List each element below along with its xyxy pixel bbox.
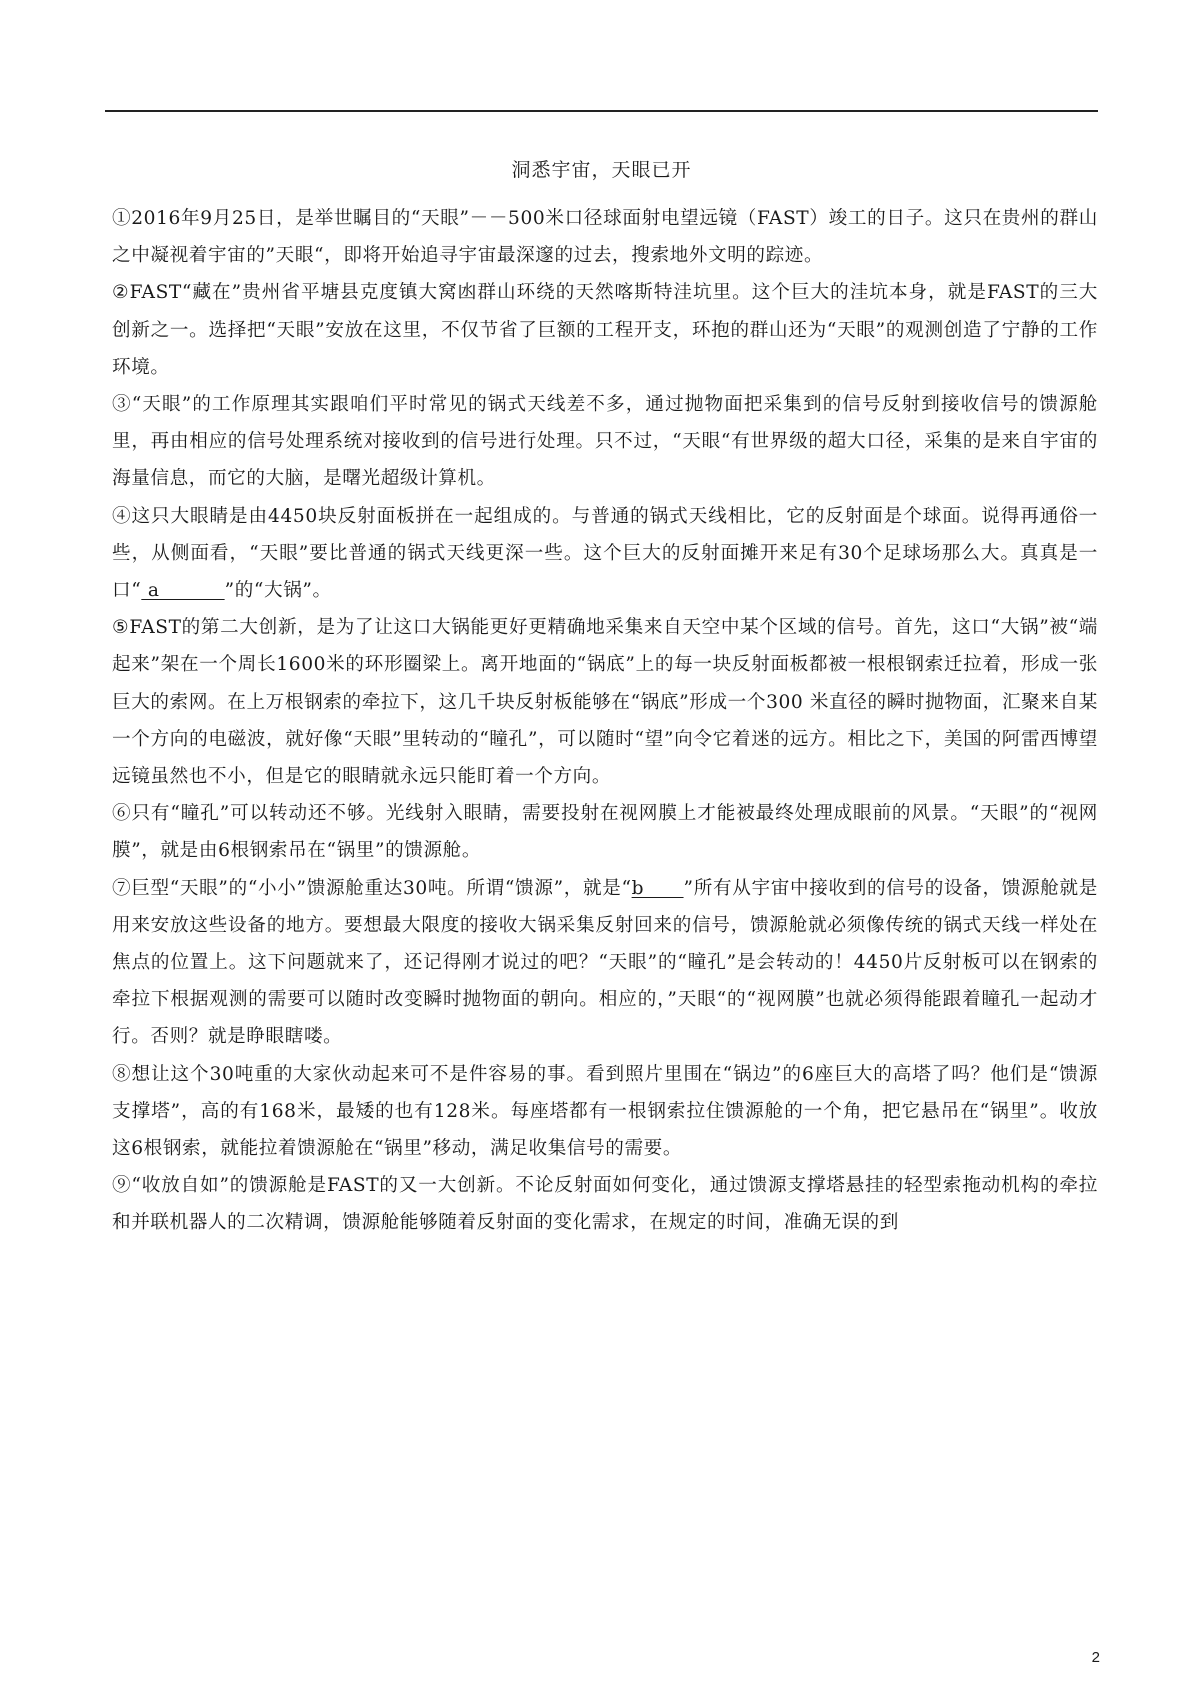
paragraph-1: ①2016年9月25日，是举世瞩目的“天眼”－－500米口径球面射电望远镜（FAST）竣工的日子。这只在贵州的群山之中凝视着宇宙的”天眼“，即将开始追寻宇宙最深邃的过去，搜索地外文明的踪迹。 (112, 208, 1098, 267)
paragraph-9: ⑨“收放自如”的馈源舱是FAST的又一大创新。不论反射面如何变化，通过馈源支撑塔悬挂的轻型索拖动机构的牵拉和并联机器人的二次精调，馈源舱能够随着反射面的变化需求，在规定的时间，准确无误的到 (112, 1175, 1098, 1234)
fill-blank-a: a (141, 580, 225, 602)
page-number: 2 (1091, 1649, 1100, 1666)
paragraph-2: ②FAST“藏在”贵州省平塘县克度镇大窝凼群山环绕的天然喀斯特洼坑里。这个巨大的洼坑本身，就是FAST的三大创新之一。选择把“天眼”安放在这里，不仅节省了巨额的工程开支，环抱的群山还为“天眼”的观测创造了宁静的工作环境。 (112, 282, 1098, 378)
paragraph-4 (112, 498, 1098, 610)
paragraph-7-text-before: ⑦巨型“天眼”的“小小”馈源舱重达30吨。所谓“馈源”，就是“ (112, 877, 632, 899)
fill-blank-b: b (631, 877, 684, 899)
paragraph-5: ⑤FAST的第二大创新，是为了让这口大锅能更好更精确地采集来自天空中某个区域的信号。首先，这口“大锅”被“端起来”架在一个周长1600米的环形圈梁上。离开地面的“锅底”上的每一块反射面板都被一根根钢索迁拉着，形成一张巨大的索网。在上万根钢索的牵拉下，这几千块反射板能够在“锅底”形成一个300 米直径的瞬时抛物面，汇聚来自某一个方向的电磁波，就好像“天眼”里转动的“瞳孔”，可以随时“望”向令它着迷的远方。相比之下，美国的阿雷西博望远镜虽然也不小，但是它的眼睛就永远只能盯着一个方向。 (112, 617, 1098, 788)
paragraph-4-text-after: ”的“大锅”。 (224, 580, 332, 602)
paragraph-7 (112, 870, 1098, 1056)
paragraph-3: ③“天眼”的工作原理其实跟咱们平时常见的锅式天线差不多，通过抛物面把采集到的信号反射到接收信号的馈源舱里，再由相应的信号处理系统对接收到的信号进行处理。只不过，“天眼“有世界级的超大口径，采集的是来自宇宙的海量信息，而它的大脑，是曙光超级计算机。 (112, 394, 1098, 490)
article-title: 洞悉宇宙，天眼已开 (511, 159, 692, 181)
paragraph-6: ⑥只有“瞳孔”可以转动还不够。光线射入眼睛，需要投射在视网膜上才能被最终处理成眼前的风景。“天眼”的“视网膜”，就是由6根钢索吊在“锅里”的馈源舱。 (112, 803, 1098, 862)
header-rule (105, 110, 1098, 112)
paragraph-4-text-before: ④这只大眼睛是由4450块反射面板拼在一起组成的。与普通的锅式天线相比，它的反射面是个球面。说得再通俗一些，从侧面看，“天眼”要比普通的锅式天线更深一些。这个巨大的反射面摊开来足有30个足球场那么大。真真是一口“ (112, 505, 1098, 602)
paragraph-7-text-after: ”所有从宇宙中接收到的信号的设备，馈源舱就是用来安放这些设备的地方。要想最大限度的接收大锅采集反射回来的信号，馈源舱就必须像传统的锅式天线一样处在焦点的位置上。这下问题就来了，还记得刚才说过的吧？“天眼”的“瞳孔”是会转动的！4450片反射板可以在钢索的牵拉下根据观测的需要可以随时改变瞬时抛物面的朝向。相应的，”天眼“的“视网膜”也就必须得能跟着瞳孔一起动才行。否则？就是睁眼瞎喽。 (112, 877, 1098, 1048)
article-body (112, 200, 1098, 1242)
paragraph-8: ⑧想让这个30吨重的大家伙动起来可不是件容易的事。看到照片里围在“锅边”的6座巨大的高塔了吗？他们是“馈源支撑塔”，高的有168米，最矮的也有128米。每座塔都有一根钢索拉住馈源舱的一个角，把它悬吊在“锅里”。收放这6根钢索，就能拉着馈源舱在“锅里”移动，满足收集信号的需要。 (112, 1063, 1098, 1160)
